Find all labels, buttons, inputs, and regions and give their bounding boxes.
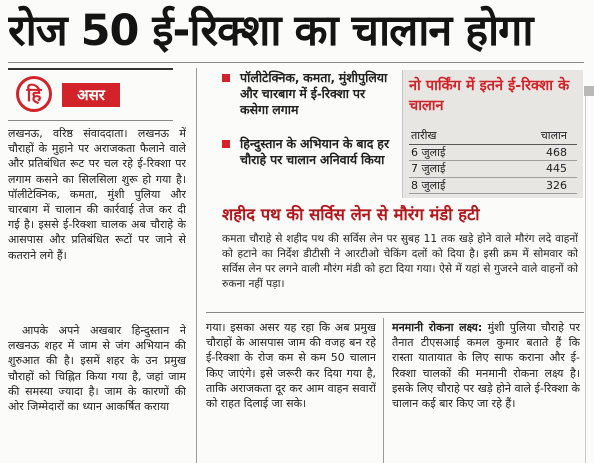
col2-text: गया। इसका असर यह रहा कि अब प्रमुख चौराहों के आसपास जाम की वजह बन रहे ई-रिक्शा के रोज कम से कम 50 चालान किए जाएंगे। इसे जरूरी कर दिया गया है, ताकि अराजकता दूर कर आम वाहन सवारों को राहत दिलाई जा सके।: [206, 321, 376, 411]
subhead-body: कमता चौराहे से शहीद पथ की सर्विस लेन पर सुबह 11 तक खड़े होने वाले मौरंग लदे वाहनों को हटाने का निर्देश डीटीसी ने आरटीओ चेकिंग दलों को दिया है। इसी क्रम में सोमवार को सर्विस लेन पर लगने वाली मौरंग मंडी को हटा दिया गया। ऐसे में यहां से गुजरने वाले वाहनों को रुकना नहीं पड़ा।: [222, 233, 578, 290]
column-divider: [383, 318, 384, 463]
no-parking-box: [402, 70, 583, 198]
highlight-item: हिन्दुस्तान के अभियान के बाद हर चौराहे पर चालान अनिवार्य किया: [222, 136, 392, 186]
col3-lead: मनमानी रोकना लक्ष्य:: [392, 321, 483, 334]
page-headline: रोज 50 ई-रिक्शा का चालान होगा: [8, 6, 533, 56]
col3-text: [392, 320, 580, 463]
col-date-header: तारीख: [411, 129, 437, 142]
highlight-item: पॉलीटेक्निक, कमता, मुंशीपुलिया और चारबाग में ई-रिक्शा पर कसेगा लगाम: [222, 70, 392, 136]
table-header: [409, 128, 577, 145]
highlights-list: [222, 70, 392, 186]
asar-box: [8, 68, 173, 121]
page-edge: [584, 86, 594, 96]
col3-body: मुंशी पुलिया चौराहे पर तैनात टीएसआई कमल कुमार बताते हैं कि रास्ता यातायात के लिए साफ कराना और ई-रिक्शा चालकों की मनमानी रोकना लक्ष्य है। इसके लिए चौराहे पर खड़े होने वाले ई-रिक्शा के चालान कई बार किए जा रहे हैं।: [392, 321, 580, 411]
asar-label: असर: [62, 83, 120, 107]
column-divider: [196, 68, 197, 463]
table-row: 8 जुलाई 326: [409, 178, 577, 195]
col-challan-header: चालान: [540, 129, 567, 142]
headline-rule: [8, 62, 584, 63]
col1-para2: आपके अपने अखबार हिन्दुस्तान ने लखनऊ शहर में जाम से जंग अभियान की शुरुआत की है। इसमें शहर के उन प्रमुख चौराहों को चिह्नित किया गया है, जहां जाम की समस्या ज्यादा है। जाम के कारणों की ओर जिम्मेदारों का ध्यान आकर्षित कराया: [8, 324, 186, 414]
col1-para1: लखनऊ, वरिष्ठ संवाददाता। लखनऊ में चौराहों के मुहाने पर अराजकता फैलाने वाले और प्रतिबंधित रूट पर चल रहे ई-रिक्शा पर लगाम कसने का सिलसिला शुरू हो गया है। पॉलीटेक्निक, कमता, मुंशी पुलिया और चारबाग में चालान की कार्रवाई तेज कर दी गई है। इससे ई-रिक्शा चालक अब चौराहे के आसपास और प्रतिबंधित रूटों पर जाने से कतराने लगे हैं।: [8, 127, 186, 262]
page-edge-line: [585, 96, 586, 463]
challan-table: [409, 128, 577, 194]
section-rule: [206, 312, 584, 313]
no-parking-title: नो पार्किंग में इतने ई-रिक्शा के चालान: [409, 78, 570, 114]
subhead: शहीद पथ की सर्विस लेन से मौरंग मंडी हटी: [222, 205, 480, 224]
bullet-square-icon: [222, 140, 230, 148]
bullet-square-icon: [222, 74, 230, 82]
table-row: 7 जुलाई 445: [409, 161, 577, 178]
table-row: 6 जुलाई 468: [409, 145, 577, 162]
hindustan-logo-icon: हि: [16, 76, 52, 112]
